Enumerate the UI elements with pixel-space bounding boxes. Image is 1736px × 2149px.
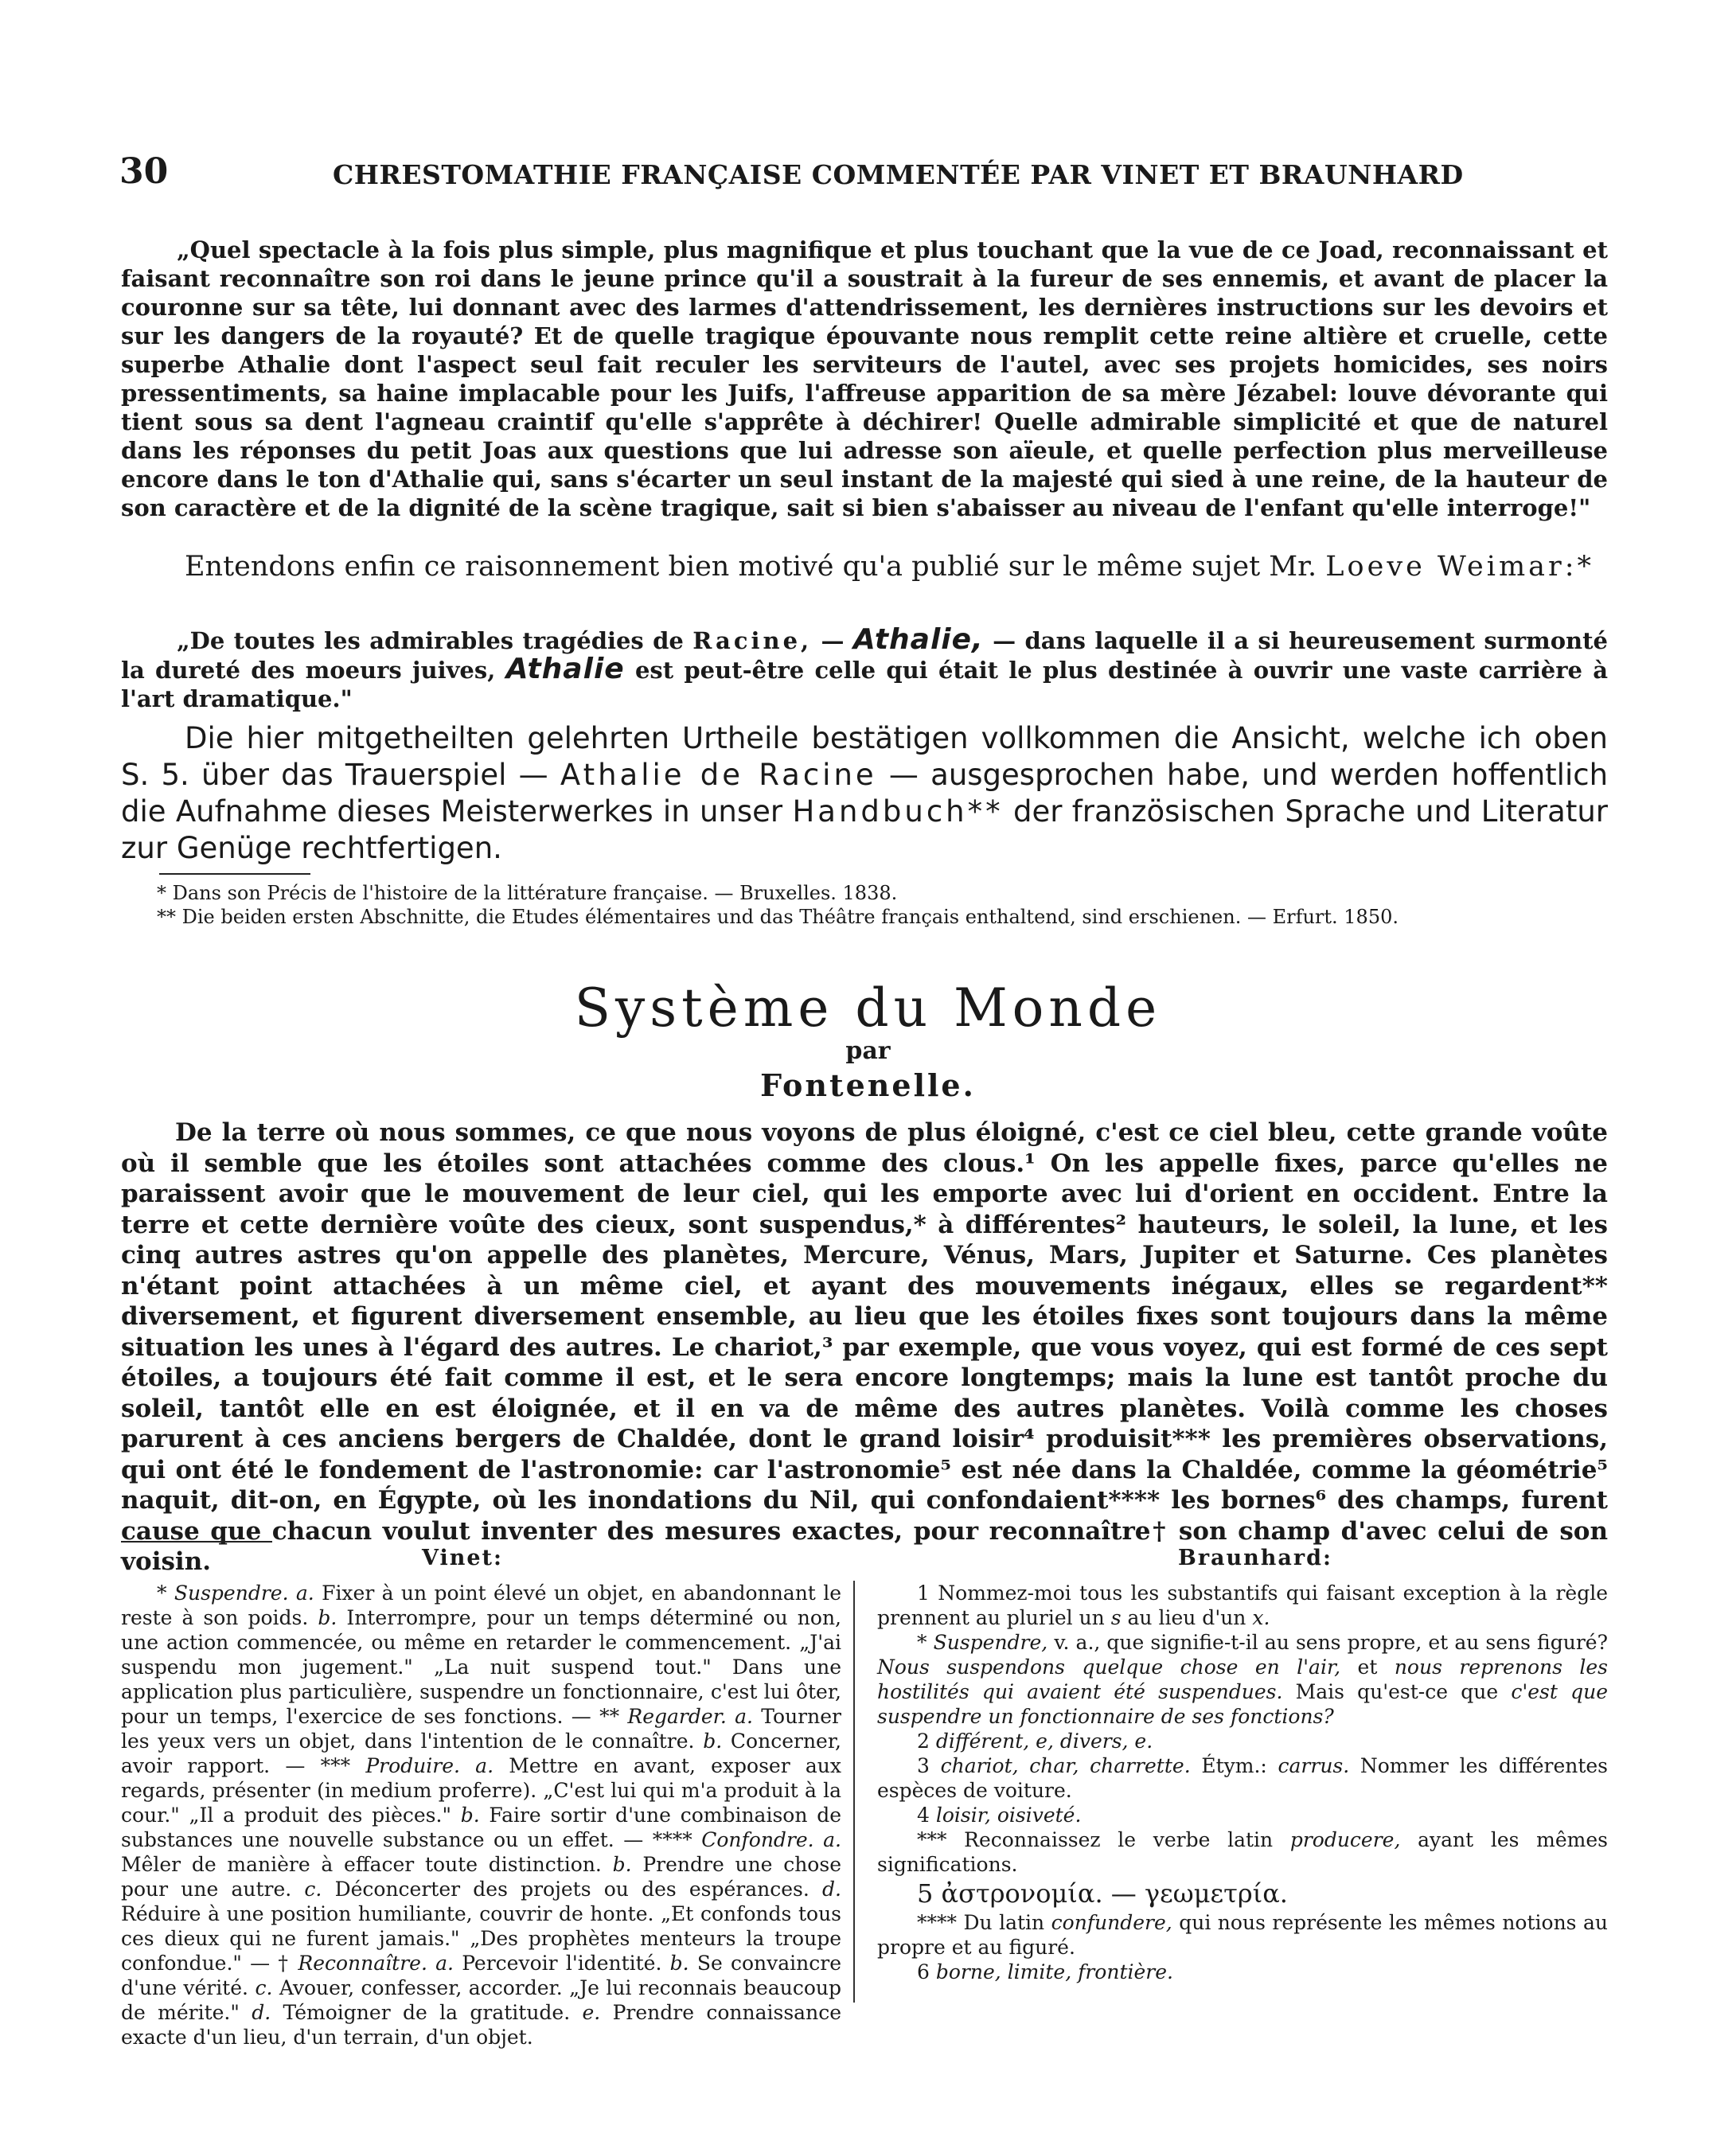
note-run: Témoigner de la gratitude. [271,2001,583,2024]
german-title: Athalie de Racine [560,758,877,792]
vinet-heading: Vinet: [422,1546,503,1570]
note-term: Confondre. a. [701,1828,841,1851]
german-part3: der französischen Sprache und Literatur zur Genüge rechtfertigen. [121,794,1608,865]
intro-author: Loeve Weimar:* [1325,551,1595,583]
quote2-athalie-1: Athalie, [852,623,984,656]
braunhard-note-produire [877,1827,1608,1877]
page-number: 30 [119,151,169,192]
note-run: **** Du latin [917,1911,1051,1934]
note-term: chariot, char, charrette. [940,1754,1191,1777]
note-run: 6 [917,1960,936,1983]
intro-paragraph [121,549,1608,584]
quote2-athalie-2: Athalie [505,653,625,685]
note-term: b. [612,1853,632,1876]
note-run: Prendre une chose pour une autre. [121,1853,841,1901]
quote2-part1: „De toutes les admirables tragédies de [177,627,684,654]
note-run: Prendre connaissance exacte d'un lieu, d'un terrain, d'un objet. [121,2001,841,2049]
quote-paragraph-1: „Quel spectacle à la fois plus simple, plus magnifique et plus touchant que la vue de ce Joad, reconnaissant et faisant reconnaître son roi dans le jeune prince qu'il a soustrait à la fureur de ses ennemis, et avant de placer la couronne sur sa tête, lui donnant avec des larmes d'attendrissement, les dernières instructions sur les devoirs et sur les dangers de la royauté? Et de quelle tragique épouvante nous remplit cette reine altière et cruelle, cette superbe Athalie dont l'aspect seul fait reculer les serviteurs de l'autel, avec ses projets homicides, ses noirs pressentiments, sa haine implacable pour les Juifs, l'affreuse apparition de sa mère Jézabel: louve dévorante qui tient sous sa dent l'agneau craintif qu'elle s'apprête à déchirer! Quelle admirable simplicité et que de naturel dans les réponses du petit Joas aux questions que lui adresse son aïeule, et quelle perfection plus merveilleuse encore dans le ton d'Athalie qui, sans s'écarter un seul instant de la majesté qui sied à une reine, de la hauteur de son caractère et de la dignité de la scène tragique, sait si bien s'abaisser au niveau de l'enfant qu'elle interroge!" [121,236,1608,521]
note-run: * [917,1631,934,1654]
note-term: nous reprenons les hostilités qui avaient été suspendues. [877,1656,1608,1703]
braunhard-note-5 [877,1877,1608,1910]
note-run: 2 [917,1730,936,1753]
note-run: Interrompre, pour un temps déterminé ou non, une action commencée, ou même en retarder le commencement. „J'ai suspendu mon jugement." „La nuit suspend tout." Dans une application plus particulière, suspendre un fonctionnaire, c'est lui ôter, pour un temps, l'exercice de ses fonctions. — ** [121,1606,842,1728]
note-run: Avouer, confesser, accorder. „Je lui reconnais beaucoup de mérite." [121,1976,842,2024]
quote2-part2: — dans laquelle il a si heureusement surmonté la dureté des moeurs juives, [121,627,1608,684]
quote-paragraph-2 [121,623,1608,713]
note-term: d. [822,1878,841,1901]
note-term: e. [582,2001,601,2024]
german-paragraph [121,720,1608,867]
section-author: Fontenelle. [760,1067,976,1103]
section-title: Système du Monde [574,977,1162,1039]
vinet-notes [121,1581,841,2050]
quote2-part3: est peut-être celle qui était le plus destinée à ouvrir une vaste carrière à l'art dramatique." [121,657,1608,712]
main-paragraph: De la terre où nous sommes, ce que nous voyons de plus éloigné, c'est ce ciel bleu, cette grande voûte où il semble que les étoiles sont attachées comme des clous.¹ On les appelle fixes, parce qu'elles ne paraissent avoir que le mouvement de leur ciel, qui les emporte avec lui d'orient en occident. Entre la terre et cette dernière voûte des cieux, sont suspendus,* à différentes² hauteurs, le soleil, la lune, et les cinq autres astres qu'on appelle des planètes, Mercure, Vénus, Mars, Jupiter et Saturne. Ces planètes n'étant point attachées à un même ciel, et ayant des mouvements inégaux, elles se regardent** diversement, et figurent diversement ensemble, au lieu que les étoiles fixes sont toujours dans la même situation les unes à l'égard des autres. Le chariot,³ par exemple, que vous voyez, qui est formé de ces sept étoiles, a toujours été fait comme il est, et le sera encore longtemps; mais la lune est tantôt proche du soleil, tantôt elle en est éloignée, et il en va de même des autres planètes. Voilà comme les choses parurent à ces anciens bergers de Chaldée, dont le grand loisir⁴ produisit*** les premières observations, qui ont été le fondement de l'astronomie: car l'astronomie⁵ est née dans la Chaldée, comme la géométrie⁵ naquit, dit-on, en Égypte, où les inondations du Nil, qui confondaient**** les bornes⁶ des champs, furent cause que chacun voulut inventer des mesures exactes, pour reconnaître† son champ d'avec celui de son voisin. [121,1118,1608,1576]
note-term: confundere, [1051,1911,1172,1934]
note-term: producere, [1289,1828,1401,1851]
note-term: carrus. [1278,1754,1350,1777]
note-term: c'est que suspendre un fonctionnaire de ses fonctions? [877,1680,1609,1728]
braunhard-note-4 [877,1803,1608,1827]
vinet-note-text [121,1581,841,2050]
running-title: CHRESTOMATHIE FRANÇAISE COMMENTÉE PAR VINET ET BRAUNHARD [333,159,1464,190]
note-run: Étym.: [1190,1754,1278,1777]
footnote-1: * Dans son Précis de l'histoire de la littérature française. — Bruxelles. 1838. [157,882,898,904]
note-term: b. [669,1952,689,1975]
german-part2: — ausgesprochen habe, und werden hoffentlich die Aufnahme dieses Meisterwerkes in unser [121,758,1609,829]
notes-rule [121,1541,272,1543]
note-term: Suspendre. a. [174,1582,314,1605]
section-par: par [845,1037,891,1065]
greek-words: ἀστρονομία. — γεωμετρία. [941,1878,1288,1909]
page-header [119,151,1632,199]
note-term: loisir, oisiveté. [935,1804,1082,1827]
braunhard-note-6 [877,1960,1608,1984]
note-term: b. [703,1730,723,1753]
footnote-rule-top [159,873,310,875]
note-run: qui nous représente les mêmes notions au propre et au figuré. [877,1911,1608,1959]
note-term: b. [460,1804,480,1827]
note-run: et [1340,1656,1395,1679]
german-handbuch: Handbuch** [792,794,1004,829]
note-run: *** Reconnaissez le verbe latin [917,1828,1290,1851]
quote2-dash: — [821,627,845,654]
note-term: x. [1252,1606,1270,1629]
note-term: d. [252,2001,271,2024]
note-run: 1 Nommez-moi tous les substantifs qui faisant exception à la règle prennent au pluriel un [877,1582,1608,1629]
note-term: Produire. a. [365,1754,494,1777]
note-term: c. [304,1878,322,1901]
note-run: au lieu d'un [1121,1606,1253,1629]
note-run: Fixer à un point élevé un objet, en abandonnant le reste à son poids. [121,1582,842,1629]
german-part1: Die hier mitgetheilten gelehrten Urtheile bestätigen vollkommen die Ansicht, welche ich oben S. 5. über das Trauerspiel — [121,721,1608,792]
column-divider [853,1581,855,2003]
note-term: différent, e, divers, e. [935,1730,1153,1753]
note-term: Regarder. a. [627,1705,753,1728]
note-run: Réduire à une position humiliante, couvrir de honte. „Et confonds tous ces dieux qui ne furent jamais." „Des prophètes menteurs la troupe confondue." — † [121,1902,841,1975]
note-run: ayant les mêmes significations. [877,1828,1608,1876]
note-run: Faire sortir d'une combinaison de substances une nouvelle substance ou un effet. — **** [121,1804,841,1851]
quote2-racine: Racine, [692,627,813,654]
note-term: borne, limite, frontière. [935,1960,1173,1983]
note-run: 5 [917,1878,942,1909]
intro-text: Entendons enfin ce raisonnement bien motivé qu'a publié sur le même sujet Mr. [185,551,1317,583]
braunhard-note-suspendre [877,1630,1608,1729]
note-run: v. a., que signifie-t-il au sens propre, et au sens figuré? [1047,1631,1608,1654]
note-run: 3 [917,1754,941,1777]
note-run: Tourner les yeux vers un objet, dans l'intention de le connaître. [121,1705,841,1753]
note-run: Mais qu'est-ce que [1282,1680,1512,1703]
braunhard-note-confondre [877,1910,1608,1960]
note-run: Mêler de manière à effacer toute distinction. [121,1853,613,1876]
note-term: b. [318,1606,337,1629]
note-term: Suspendre, [933,1631,1048,1654]
note-term: Reconnaître. a. [298,1952,454,1975]
note-run: Nommer les différentes espèces de voiture. [877,1754,1609,1802]
note-run: Percevoir l'identité. [454,1952,670,1975]
braunhard-notes [877,1581,1608,1984]
braunhard-note-2 [877,1729,1608,1753]
footnotes-top [121,881,1608,929]
note-term: Nous suspendons quelque chose en l'air, [877,1656,1341,1679]
braunhard-heading: Braunhard: [1178,1546,1332,1570]
note-run: * [157,1582,174,1605]
footnote-2: ** Die beiden ersten Abschnitte, die Etudes élémentaires und das Théâtre français enthaltend, sind erschienen. — Erfurt. 1850. [157,906,1399,928]
note-run: Mettre en avant, exposer aux regards, présenter (in medium proferre). „C'est lui qui m'a produit à la cour." „Il a produit des pièces." [121,1754,841,1827]
braunhard-note-1 [877,1581,1608,1630]
note-run: 4 [917,1804,936,1827]
note-run: Concerner, avoir rapport. — *** [121,1730,842,1777]
note-run: Déconcerter des projets ou des espérances. [322,1878,823,1901]
note-run: Se convaincre d'une vérité. [121,1952,842,1999]
note-term: s [1110,1606,1122,1629]
braunhard-note-3 [877,1753,1608,1803]
note-term: c. [255,1976,273,1999]
